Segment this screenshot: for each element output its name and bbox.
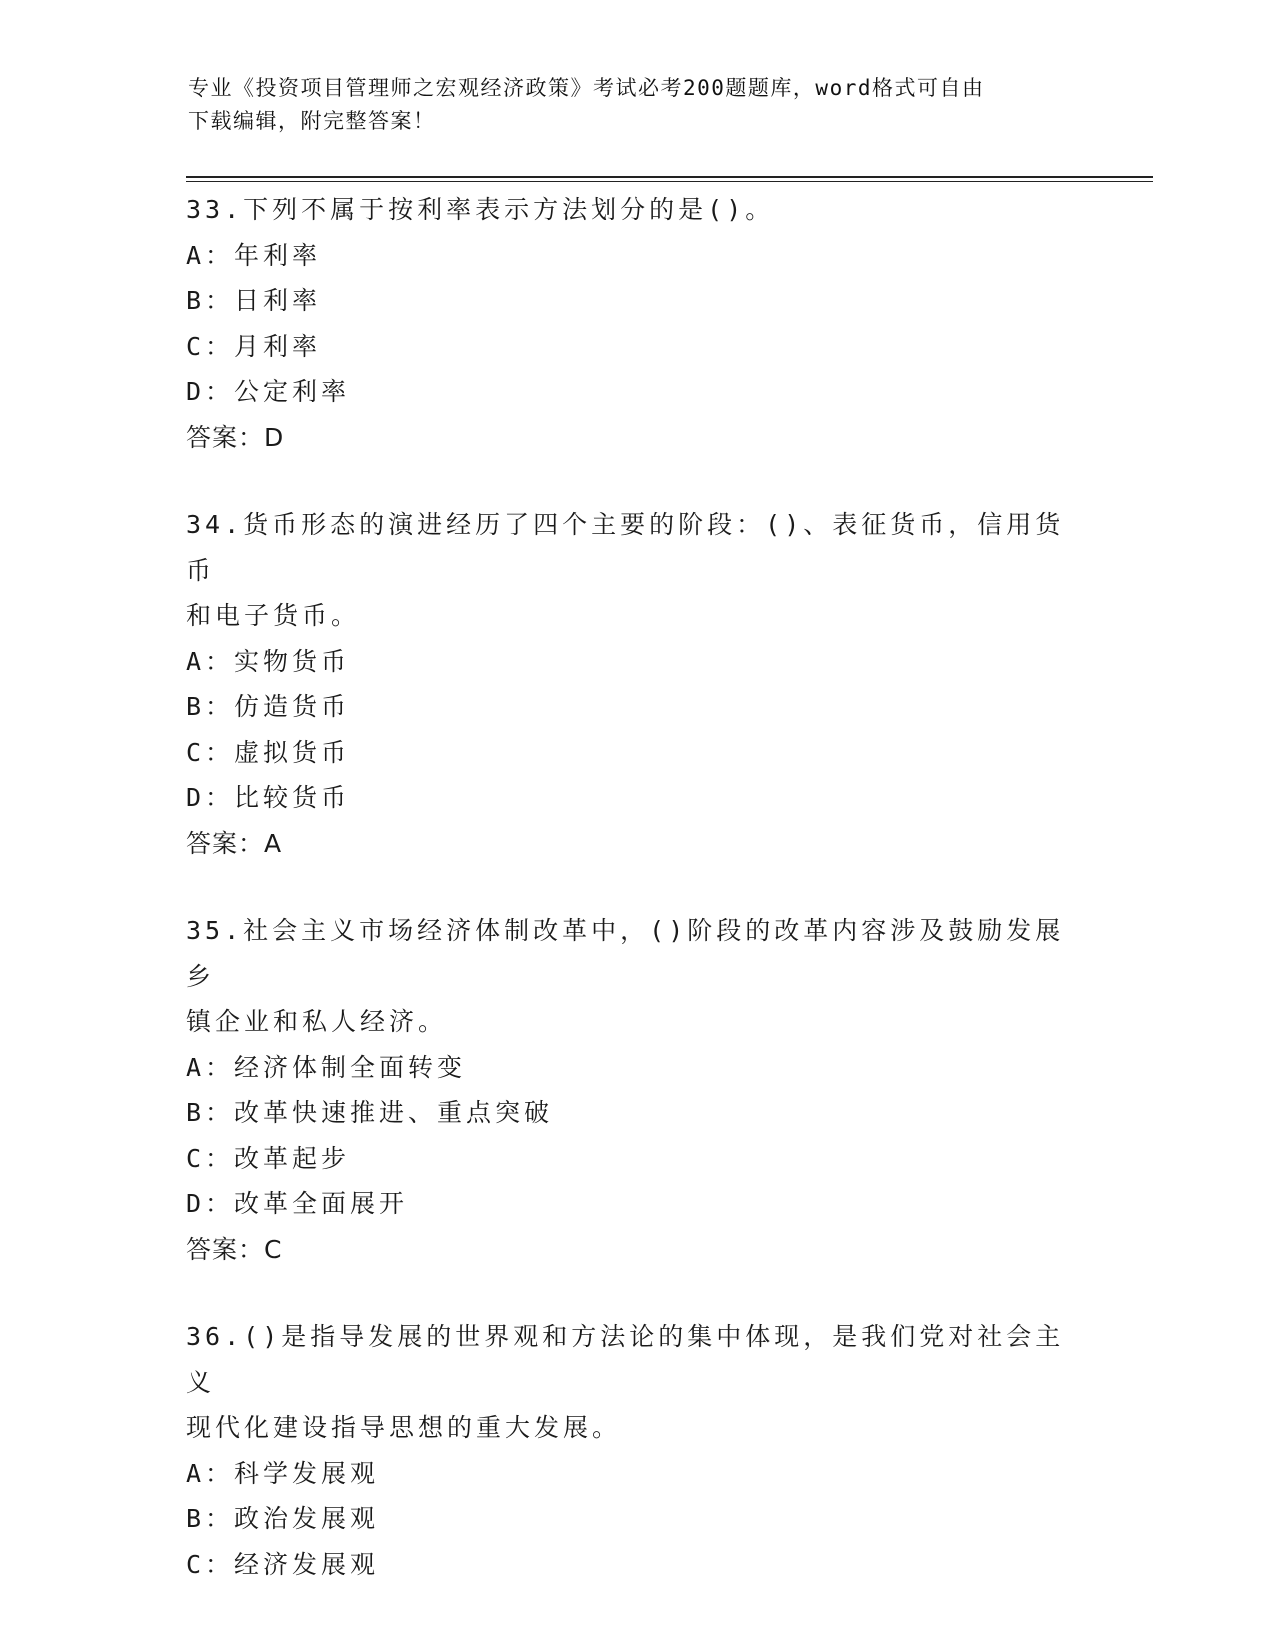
question-list — [186, 187, 1086, 1629]
question-text: 36.()是指导发展的世界观和方法论的集中体现，是我们党对社会主义 — [186, 1322, 1065, 1397]
question-text-continued: 和电子货币。 — [186, 601, 361, 630]
option-c: C：虚拟货币 — [186, 737, 351, 767]
option-d: D：比较货币 — [186, 783, 351, 812]
header-divider — [186, 176, 1153, 182]
option-c: C：改革起步 — [186, 1143, 351, 1173]
question-text: 33.下列不属于按利率表示方法划分的是()。 — [186, 195, 775, 224]
answer-text: 答案：A — [186, 828, 283, 858]
answer-text: 答案：D — [186, 422, 285, 452]
option-d: D：改革全面展开 — [186, 1189, 409, 1218]
question-35 — [186, 908, 1086, 1272]
option-a: A：科学发展观 — [186, 1458, 380, 1488]
option-c: C：经济发展观 — [186, 1549, 380, 1579]
question-text: 35.社会主义市场经济体制改革中，()阶段的改革内容涉及鼓励发展乡 — [186, 916, 1065, 991]
question-34 — [186, 502, 1086, 866]
option-a: A：实物货币 — [186, 646, 351, 676]
option-a: A：经济体制全面转变 — [186, 1052, 467, 1082]
header-line-1: 专业《投资项目管理师之宏观经济政策》考试必考200题题库，word格式可自由 — [188, 76, 985, 100]
question-text-continued: 现代化建设指导思想的重大发展。 — [186, 1413, 622, 1442]
option-a: A：年利率 — [186, 240, 322, 270]
question-text-continued: 镇企业和私人经济。 — [186, 1007, 448, 1036]
answer-text: 答案：C — [186, 1234, 283, 1264]
question-text: 34.货币形态的演进经历了四个主要的阶段：()、表征货币，信用货币 — [186, 510, 1065, 585]
option-d: D：公定利率 — [186, 377, 351, 406]
option-b: B：日利率 — [186, 286, 322, 315]
question-33 — [186, 187, 1086, 460]
option-b: B：仿造货币 — [186, 692, 351, 721]
option-b: B：改革快速推进、重点突破 — [186, 1098, 554, 1127]
header-line-2: 下载编辑，附完整答案！ — [188, 109, 436, 133]
option-b: B：政治发展观 — [186, 1504, 380, 1533]
option-c: C：月利率 — [186, 331, 322, 361]
document-header — [188, 72, 1068, 138]
question-36 — [186, 1314, 1086, 1587]
